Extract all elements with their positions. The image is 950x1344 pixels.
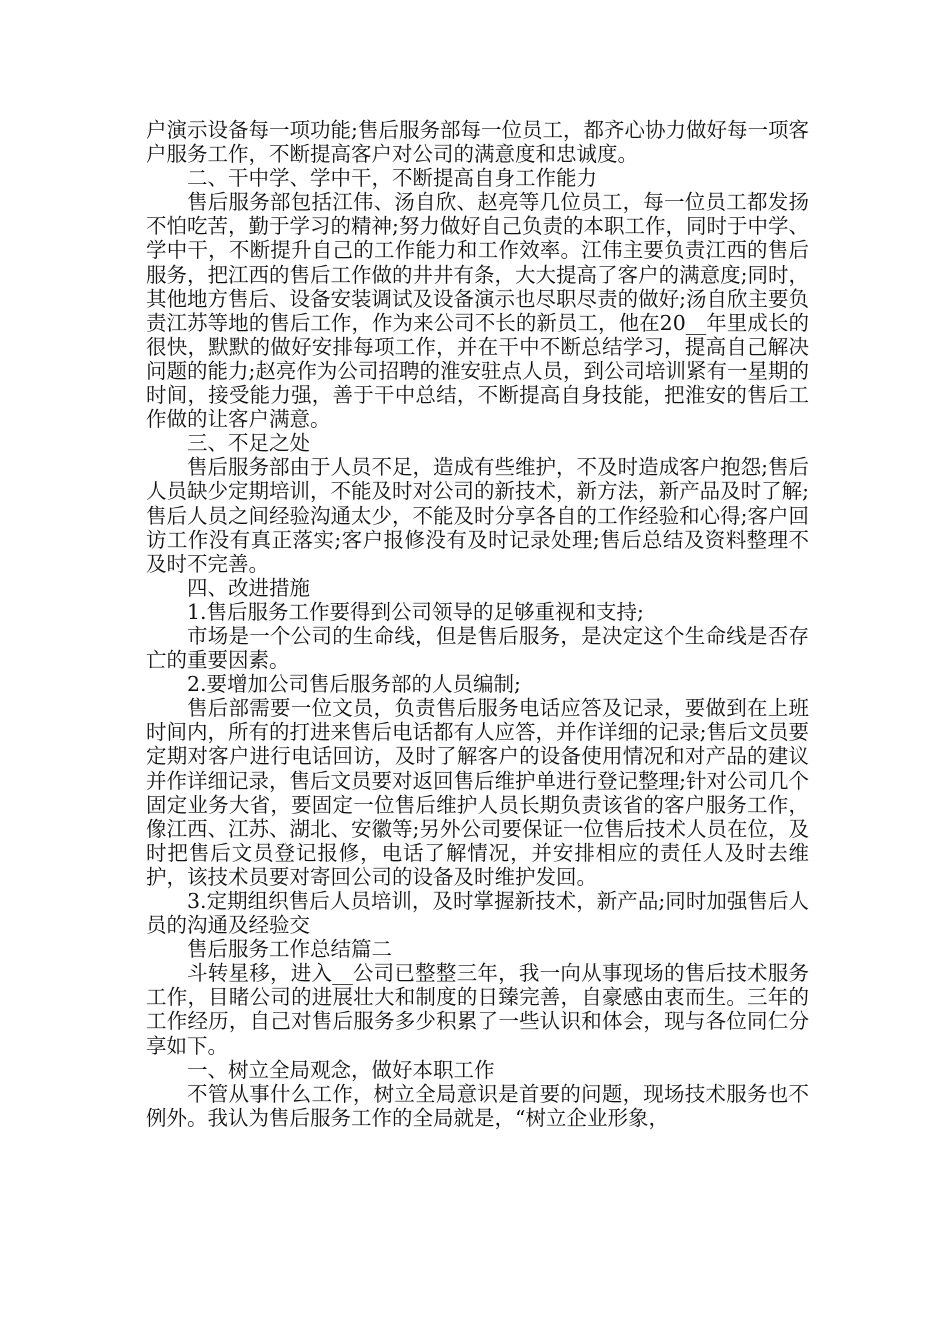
measure-2: 2.要增加公司售后服务部的人员编制; (187, 672, 521, 697)
paragraph-1: 户演示设备每一项功能;售后服务部每一位员工，都齐心协力做好每一项客户服务工作，不断提高客户对公司的满意度和忠诚度。 (146, 118, 809, 167)
paragraph-6: 斗转星移，进入__公司已整整三年，我一向从事现场的售后技术服务工作，目睹公司的进展壮大和制度的日臻完善，自豪感由衷而生。三年的工作经历，自己对售后服务多少积累了一些认识和体会，现与各位同仁分享如下。 (146, 961, 809, 1058)
heading-section-2: 二、干中学、学中干，不断提高自身工作能力 (187, 166, 597, 191)
heading-section-3: 三、不足之处 (187, 431, 310, 456)
heading-section-1b: 一、树立全局观念，做好本职工作 (187, 1057, 495, 1082)
measure-1: 1.售后服务工作要得到公司领导的足够重视和支持; (187, 599, 644, 624)
measure-3: 3.定期组织售后人员培训，及时掌握新技术，新产品;同时加强售后人员的沟通及经验交 (146, 889, 809, 938)
paragraph-7: 不管从事什么工作，树立全局意识是首要的问题，现场技术服务也不例外。我认为售后服务工作的全局就是，“树立企业形象， (146, 1081, 809, 1130)
article-title-2: 售后服务工作总结篇二 (187, 937, 392, 962)
paragraph-4: 市场是一个公司的生命线，但是售后服务，是决定这个生命线是否存亡的重要因素。 (146, 623, 809, 673)
paragraph-5: 售后部需要一位文员，负责售后服务电话应答及记录，要做到在上班时间内，所有的打进来售后电话都有人应答，并作详细的记录;售后文员要定期对客户进行电话回访，及时了解客户的设备使用情况和对产品的建议并作详细记录，售后文员要对返回售后维护单进行登记整理;针对公司几个固定业务大省，要固定一位售后维护人员长期负责该省的客户服务工作，像江西、江苏、湖北、安徽等;另外公司要保证一位售后技术人员在位，及时把售后文员登记报修，电话了解情况，并安排相应的责任人及时去维护，该技术员要对寄回公司的设备及时维护发回。 (146, 696, 809, 889)
document-page (146, 118, 809, 1130)
paragraph-3: 售后服务部由于人员不足，造成有些维护，不及时造成客户抱怨;售后人员缺少定期培训，不能及时对公司的新技术，新方法，新产品及时了解;售后人员之间经验沟通太少，不能及时分享各自的工作经验和心得;客户回访工作没有真正落实;客户报修没有及时记录处理;售后总结及资料整理不及时不完善。 (146, 455, 809, 576)
heading-section-4: 四、改进措施 (187, 575, 310, 600)
paragraph-2: 售后服务部包括江伟、汤自欣、赵亮等几位员工，每一位员工都发扬不怕吃苦，勤于学习的精神;努力做好自己负责的本职工作，同时于中学、学中干，不断提升自己的工作能力和工作效率。江伟主要负责江西的售后服务，把江西的售后工作做的井井有条，大大提高了客户的满意度;同时，其他地方售后、设备安装调试及设备演示也尽职尽责的做好;汤自欣主要负责江苏等地的售后工作，作为来公司不长的新员工，他在20__年里成长的很快，默默的做好安排每项工作，并在干中不断总结学习，提高自己解决问题的能力;赵亮作为公司招聘的淮安驻点人员，到公司培训紧有一星期的时间，接受能力强，善于干中总结，不断提高自身技能，把淮安的售后工作做的让客户满意。 (146, 190, 809, 432)
